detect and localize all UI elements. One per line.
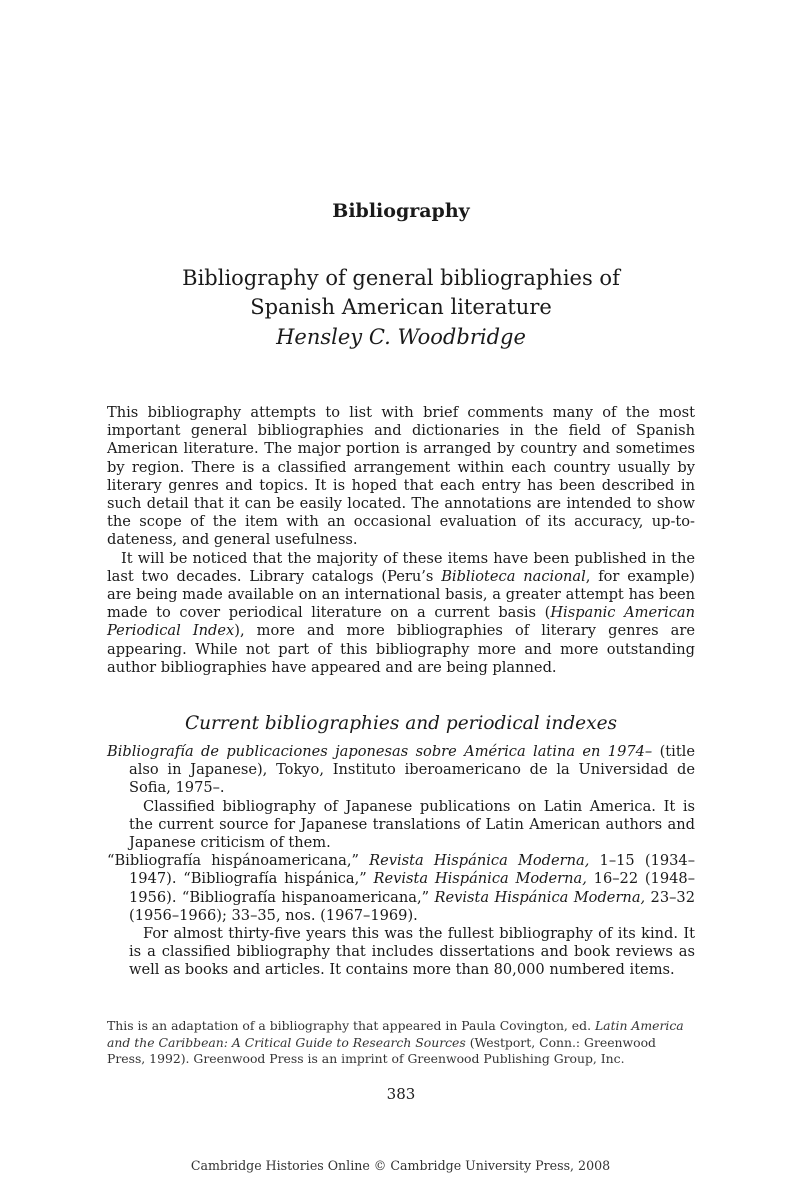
intro-text xyxy=(107,404,695,677)
bibliography-entry xyxy=(107,852,695,979)
intro-p2-a: It will be noticed that the majority of these items have been published in the last two decades. Library catalogs (Peru’s xyxy=(107,549,695,585)
entry-2-a: “Bibliografía hispánoamericana,” xyxy=(107,852,370,870)
footnote-b: Latin America and the Caribbean: A Critical Guide to Research Sources xyxy=(107,1018,684,1050)
chapter-title xyxy=(107,264,695,322)
entry-citation xyxy=(107,743,695,798)
footnote-c: (Westport, Conn.: Greenwood Press, 1992). Greenwood Press is an imprint of Greenwood Publishing Group, Inc. xyxy=(107,1034,656,1066)
entry-2-d: Revista Hispánica Moderna, xyxy=(373,870,587,888)
entry-2-e: 16–22 (1948–1956). “Bibliografía hispanoamericana,” xyxy=(129,870,695,906)
intro-paragraph-1: This bibliography attempts to list with brief comments many of the most important general bibliographies and dictionaries in the field of Spanish American literature. The major portion is arranged by country and sometimes by region. There is a classified arrangement within each country usually by literary genres and topics. It is hoped that each entry has been described in such detail that it can be easily located. The annotations are intended to show the scope of the item with an occasional evaluation of its accuracy, up-to-dateness, and general usefulness. xyxy=(107,404,695,549)
entry-2-f: Revista Hispánica Moderna, xyxy=(434,888,646,906)
bibliography-entries xyxy=(107,743,695,980)
entry-annotation: For almost thirty-five years this was the fullest bibliography of its kind. It is a classified bibliography that includes dissertations and book reviews as well as books and articles. It contains more than 80,000 numbered items. xyxy=(129,925,695,979)
entry-1-rest: (title also in Japanese), Tokyo, Instituto iberoamericano de la Universidad de Sofia, 1975–. xyxy=(129,743,695,797)
entry-citation xyxy=(107,852,696,925)
entry-2-b: Revista Hispánica Moderna, xyxy=(369,852,590,870)
entry-1-title: Bibliografía de publicaciones japonesas sobre América latina en 1974– xyxy=(107,743,653,760)
entry-annotation: Classified bibliography of Japanese publications on Latin America. It is the current source for Japanese translations of Latin American authors and Japanese criticism of them. xyxy=(129,797,695,852)
intro-p2-b: Biblioteca nacional xyxy=(441,567,586,585)
intro-paragraph-2 xyxy=(107,550,695,677)
chapter-title-line-1: Bibliography of general bibliographies of xyxy=(182,266,620,290)
page-number: 383 xyxy=(386,1085,416,1103)
chapter-title-line-2: Spanish American literature xyxy=(250,295,552,319)
entry-2-g: 23–32 (1956–1966); 33–35, nos. (1967–1969). xyxy=(129,888,695,924)
bibliography-entry xyxy=(107,743,695,852)
entry-2-c: 1–15 (1934–1947). “Bibliografía hispánica,” xyxy=(129,852,696,888)
subsection-heading: Current bibliographies and periodical indexes xyxy=(184,713,618,734)
section-title: Bibliography xyxy=(332,200,470,222)
intro-p2-d: Hispanic American Periodical Index xyxy=(107,604,695,640)
footnote xyxy=(107,1018,695,1068)
copyright-footer: Cambridge Histories Online © Cambridge University Press, 2008 xyxy=(190,1158,611,1173)
intro-p2-e: ), more and more bibliographies of literary genres are appearing. While not part of this bibliography more and more outstanding author bibliographies have appeared and are being planned. xyxy=(107,622,695,676)
intro-p2-c: , for example) are being made available on an international basis, a greater attempt has been made to cover periodical literature on a current basis ( xyxy=(107,567,695,622)
author-name: Hensley C. Woodbridge xyxy=(276,325,526,349)
footnote-a: This is an adaptation of a bibliography that appeared in Paula Covington, ed. xyxy=(107,1018,595,1033)
